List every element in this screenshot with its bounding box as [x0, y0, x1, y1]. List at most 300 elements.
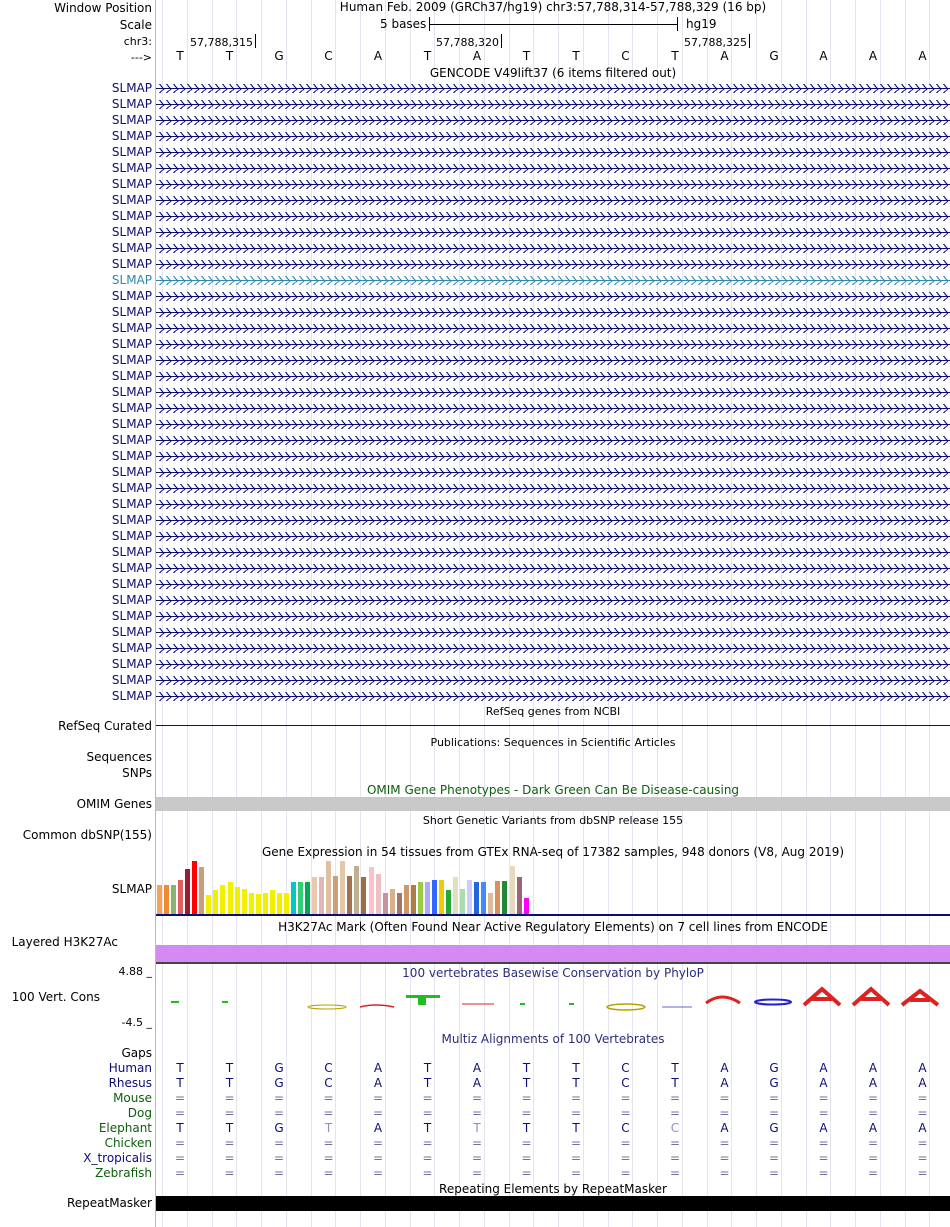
alignment-base: = [224, 1136, 235, 1150]
gencode-transcript-line[interactable] [156, 424, 950, 425]
gencode-gene-label[interactable]: SLMAP [111, 225, 152, 239]
gencode-transcript-line[interactable] [156, 296, 950, 297]
alignment-base: A [720, 1121, 729, 1135]
alignment-base: = [620, 1106, 631, 1120]
alignment-base: = [373, 1151, 384, 1165]
alignment-base: = [868, 1136, 879, 1150]
gencode-transcript-line[interactable] [156, 232, 950, 233]
gencode-transcript-line[interactable] [156, 168, 950, 169]
refseq-track-label[interactable]: RefSeq Curated [58, 719, 152, 733]
alignment-base: = [818, 1106, 829, 1120]
gtex-tissue-bar[interactable] [228, 882, 233, 914]
gencode-transcript-line[interactable] [156, 136, 950, 137]
gencode-transcript-line[interactable] [156, 600, 950, 601]
gtex-gene-label[interactable]: SLMAP [111, 882, 152, 896]
gencode-transcript-line[interactable] [156, 504, 950, 505]
gtex-baseline [156, 914, 950, 916]
gencode-gene-label[interactable]: SLMAP [111, 161, 152, 175]
alignment-base: = [719, 1091, 730, 1105]
gtex-tissue-bar[interactable] [488, 893, 493, 914]
phylop-mark-14 [853, 989, 889, 1005]
alignment-base: A [472, 1061, 482, 1075]
strand-chevrons [158, 484, 948, 493]
assembly-title: Human Feb. 2009 (GRCh37/hg19) chr3:57,788,314-57,788,329 (16 bp) [339, 0, 767, 14]
gtex-tissue-bar[interactable] [199, 867, 204, 914]
gencode-gene-label[interactable]: SLMAP [111, 529, 152, 543]
gencode-gene-label[interactable]: SLMAP [111, 193, 152, 207]
alignment-base: = [175, 1091, 186, 1105]
gencode-gene-label[interactable]: SLMAP [111, 593, 152, 607]
species-label-elephant[interactable]: Elephant [98, 1121, 152, 1135]
conservation-logo[interactable] [156, 985, 950, 1015]
gencode-gene-label[interactable]: SLMAP [111, 81, 152, 95]
alignment-base: T [423, 1061, 432, 1075]
gencode-gene-label[interactable]: SLMAP [111, 609, 152, 623]
alignment-base: A [868, 1121, 878, 1135]
strand-chevrons [158, 564, 948, 573]
alignment-base: = [719, 1151, 730, 1165]
phylop-mark-15 [902, 991, 938, 1005]
alignment-base: T [176, 1076, 184, 1090]
alignment-base: = [818, 1091, 829, 1105]
alignment-base: C [621, 1061, 630, 1075]
strand-chevrons [158, 532, 948, 541]
gencode-transcript-line[interactable] [156, 392, 950, 393]
gtex-tissue-bar[interactable] [354, 866, 359, 914]
alignment-base: = [620, 1166, 631, 1180]
alignment-base: = [769, 1151, 780, 1165]
alignment-base: G [769, 1076, 779, 1090]
alignment-base: G [769, 1061, 779, 1075]
gtex-tissue-bar[interactable] [192, 861, 197, 914]
track-image-column[interactable] [156, 0, 950, 1227]
gencode-gene-label[interactable]: SLMAP [111, 497, 152, 511]
gtex-tissue-bar[interactable] [397, 893, 402, 914]
alignment-base: = [670, 1151, 681, 1165]
gtex-tissue-bar[interactable] [467, 880, 472, 914]
alignment-base: T [176, 1061, 184, 1075]
h3k27ac-track-title: H3K27Ac Mark (Often Found Near Active Regulatory Elements) on 7 cell lines from ENCODE [278, 920, 828, 934]
gtex-tissue-bar[interactable] [390, 889, 395, 914]
strand-chevrons [158, 276, 948, 285]
alignment-base: = [719, 1166, 730, 1180]
gencode-gene-label[interactable]: SLMAP [111, 449, 152, 463]
base-letter: C [621, 49, 630, 63]
gencode-gene-label[interactable]: SLMAP [111, 113, 152, 127]
alignment-base: = [224, 1166, 235, 1180]
alignment-base: = [175, 1106, 186, 1120]
alignment-base: = [917, 1106, 928, 1120]
gencode-gene-label[interactable]: SLMAP [111, 401, 152, 415]
strand-chevrons [158, 660, 948, 669]
gtex-tissue-bar[interactable] [263, 893, 268, 914]
gencode-gene-label[interactable]: SLMAP [111, 465, 152, 479]
position-label-1: 57,788,315 [190, 36, 253, 49]
base-letter: A [868, 49, 878, 63]
gtex-tissue-bar[interactable] [164, 885, 169, 914]
window-position-label: Window Position [54, 1, 152, 15]
track-label-column [0, 0, 155, 1227]
alignment-base: G [769, 1121, 779, 1135]
gtex-tissue-bar[interactable] [333, 876, 338, 914]
refseq-track-title: RefSeq genes from NCBI [485, 705, 621, 718]
gtex-tissue-bar[interactable] [510, 866, 515, 914]
gencode-gene-label[interactable]: SLMAP [111, 97, 152, 111]
gencode-transcript-line[interactable] [156, 696, 950, 697]
phylop-mark-12 [755, 1000, 791, 1005]
gencode-transcript-line[interactable] [156, 104, 950, 105]
alignment-base: = [224, 1106, 235, 1120]
alignment-base: = [323, 1151, 334, 1165]
gencode-gene-label[interactable]: SLMAP [111, 673, 152, 687]
strand-chevrons [158, 548, 948, 557]
h3k27ac-baseline [156, 962, 950, 964]
base-letter: T [176, 49, 184, 63]
alignment-base: = [917, 1091, 928, 1105]
gtex-tissue-bar[interactable] [517, 877, 522, 914]
alignment-base: = [769, 1136, 780, 1150]
gtex-tissue-bar[interactable] [425, 882, 430, 914]
alignment-base: = [521, 1136, 532, 1150]
alignment-base: G [274, 1061, 284, 1075]
gencode-transcript-line[interactable] [156, 472, 950, 473]
alignment-base: = [670, 1106, 681, 1120]
alignment-base: = [571, 1136, 582, 1150]
alignment-base: A [868, 1076, 878, 1090]
gencode-gene-label[interactable]: SLMAP [111, 545, 152, 559]
gtex-tissue-bar[interactable] [369, 867, 374, 914]
base-letter: A [918, 49, 927, 63]
gencode-gene-label[interactable]: SLMAP [111, 625, 152, 639]
gencode-transcript-line[interactable] [156, 264, 950, 265]
gtex-expression-bars[interactable] [156, 857, 556, 914]
gtex-tissue-bar[interactable] [383, 893, 388, 914]
alignment-base: = [571, 1106, 582, 1120]
gtex-tissue-bar[interactable] [347, 876, 352, 914]
gencode-transcript-line[interactable] [156, 648, 950, 649]
gencode-transcript-line[interactable] [156, 568, 950, 569]
strand-chevrons [158, 628, 948, 637]
gencode-transcript-line[interactable] [156, 328, 950, 329]
alignment-base: = [769, 1091, 780, 1105]
strand-chevrons [158, 308, 948, 317]
gencode-gene-label[interactable]: SLMAP [111, 177, 152, 191]
alignment-base: = [274, 1136, 285, 1150]
gencode-gene-label[interactable]: SLMAP [111, 577, 152, 591]
alignment-base: = [868, 1091, 879, 1105]
gtex-tissue-bar[interactable] [411, 885, 416, 914]
gencode-transcript-line[interactable] [156, 120, 950, 121]
strand-label: ---> [130, 51, 152, 64]
gtex-tissue-bar[interactable] [235, 887, 240, 914]
strand-chevrons [158, 452, 948, 461]
gtex-tissue-bar[interactable] [256, 894, 261, 914]
gencode-transcript-line[interactable] [156, 680, 950, 681]
alignment-base: = [917, 1166, 928, 1180]
strand-chevrons [158, 468, 948, 477]
phylop-mark-1 [171, 1001, 179, 1003]
alignment-base: = [422, 1151, 433, 1165]
gtex-tissue-bar[interactable] [481, 882, 486, 914]
gencode-transcript-line[interactable] [156, 632, 950, 633]
alignment-base: = [868, 1166, 879, 1180]
scale-bar [429, 24, 677, 25]
alignment-base: G [274, 1121, 284, 1135]
gtex-tissue-bar[interactable] [404, 885, 409, 914]
gtex-tissue-bar[interactable] [171, 885, 176, 914]
alignment-base: C [324, 1061, 333, 1075]
phylop-mark-7 [520, 1003, 525, 1005]
alignment-base: = [373, 1166, 384, 1180]
species-label-human[interactable]: Human [108, 1061, 152, 1075]
alignment-base: = [274, 1091, 285, 1105]
gencode-gene-label[interactable]: SLMAP [111, 209, 152, 223]
gtex-tissue-bar[interactable] [298, 882, 303, 914]
species-label-dog[interactable]: Dog [127, 1106, 152, 1120]
alignment-base: A [868, 1061, 878, 1075]
gencode-gene-label[interactable]: SLMAP [111, 273, 152, 287]
alignment-base: = [917, 1136, 928, 1150]
strand-chevrons [158, 692, 948, 701]
alignment-base: = [472, 1151, 483, 1165]
alignment-base: A [720, 1061, 729, 1075]
conservation-min-label: -4.5 _ [121, 1016, 152, 1029]
species-label-mouse[interactable]: Mouse [113, 1091, 152, 1105]
omim-track-label[interactable]: OMIM Genes [76, 797, 152, 811]
alignment-base: C [621, 1076, 630, 1090]
alignment-base: T [324, 1121, 333, 1135]
h3k27ac-track-label[interactable]: Layered H3K27Ac [11, 935, 118, 949]
alignment-base: A [819, 1061, 828, 1075]
gencode-gene-label[interactable]: SLMAP [111, 145, 152, 159]
conservation-max-label: 4.88 _ [118, 965, 152, 978]
repeatmasker-track-title: Repeating Elements by RepeatMasker [439, 1182, 667, 1196]
gtex-tissue-bar[interactable] [206, 895, 211, 914]
gencode-gene-label[interactable]: SLMAP [111, 129, 152, 143]
gencode-transcript-line[interactable] [156, 664, 950, 665]
gtex-tissue-bar[interactable] [453, 877, 458, 914]
strand-chevrons [158, 180, 948, 189]
gencode-transcript-line[interactable] [156, 440, 950, 441]
strand-chevrons [158, 116, 948, 125]
gencode-transcript-line[interactable] [156, 520, 950, 521]
gencode-gene-label[interactable]: SLMAP [111, 321, 152, 335]
omim-phenotype-bar[interactable] [156, 797, 950, 811]
gencode-transcript-line[interactable] [156, 216, 950, 217]
gencode-transcript-line[interactable] [156, 456, 950, 457]
alignment-base: = [373, 1106, 384, 1120]
alignment-base: A [918, 1121, 927, 1135]
phylop-mark-9 [607, 1004, 645, 1010]
alignment-base: = [472, 1091, 483, 1105]
alignment-base: = [422, 1091, 433, 1105]
gencode-gene-label[interactable]: SLMAP [111, 257, 152, 271]
gencode-transcript-line[interactable] [156, 536, 950, 537]
strand-chevrons [158, 436, 948, 445]
position-tick-2 [501, 34, 502, 48]
base-letter: G [769, 49, 779, 63]
gencode-transcript-line[interactable] [156, 152, 950, 153]
alignment-base: = [422, 1166, 433, 1180]
alignment-base: A [918, 1076, 927, 1090]
gencode-gene-label[interactable]: SLMAP [111, 337, 152, 351]
publications-sequences-label[interactable]: Sequences [86, 750, 152, 764]
gtex-tissue-bar[interactable] [439, 880, 444, 914]
gtex-tissue-bar[interactable] [524, 898, 529, 914]
alignment-base: = [719, 1106, 730, 1120]
gencode-transcript-line[interactable] [156, 584, 950, 585]
alignment-base: = [323, 1091, 334, 1105]
alignment-base: A [918, 1061, 927, 1075]
species-label-zebrafish[interactable]: Zebrafish [95, 1166, 152, 1180]
gencode-transcript-line[interactable] [156, 184, 950, 185]
gencode-gene-label[interactable]: SLMAP [111, 513, 152, 527]
alignment-base: = [472, 1136, 483, 1150]
gencode-transcript-line[interactable] [156, 376, 950, 377]
gencode-gene-label[interactable]: SLMAP [111, 641, 152, 655]
gtex-tissue-bar[interactable] [157, 885, 162, 914]
alignment-base: T [225, 1061, 234, 1075]
gencode-transcript-line[interactable] [156, 408, 950, 409]
alignment-base: T [423, 1121, 432, 1135]
gencode-transcript-line[interactable] [156, 360, 950, 361]
gtex-tissue-bar[interactable] [178, 880, 183, 914]
gencode-transcript-line[interactable] [156, 344, 950, 345]
gencode-transcript-line[interactable] [156, 200, 950, 201]
gtex-tissue-bar[interactable] [502, 881, 507, 914]
gencode-gene-label[interactable]: SLMAP [111, 305, 152, 319]
gtex-tissue-bar[interactable] [418, 882, 423, 914]
repeatmasker-track-label[interactable]: RepeatMasker [66, 1196, 152, 1210]
gtex-tissue-bar[interactable] [270, 890, 275, 914]
alignment-base: = [422, 1136, 433, 1150]
gencode-transcript-line[interactable] [156, 552, 950, 553]
strand-chevrons [158, 84, 948, 93]
conservation-track-label[interactable]: 100 Vert. Cons [11, 990, 100, 1004]
gencode-gene-label[interactable]: SLMAP [111, 241, 152, 255]
multiz-gaps-label: Gaps [121, 1046, 152, 1060]
strand-chevrons [158, 260, 948, 269]
gtex-tissue-bar[interactable] [249, 893, 254, 914]
gencode-transcript-line[interactable] [156, 248, 950, 249]
position-tick-3 [749, 34, 750, 48]
gtex-tissue-bar[interactable] [495, 881, 500, 914]
alignment-base: = [521, 1151, 532, 1165]
gencode-transcript-line[interactable] [156, 280, 950, 281]
gencode-gene-label[interactable]: SLMAP [111, 353, 152, 367]
strand-chevrons [158, 676, 948, 685]
gtex-tissue-bar[interactable] [460, 889, 465, 914]
alignment-base: = [917, 1151, 928, 1165]
alignment-base: C [324, 1076, 333, 1090]
alignment-base: A [373, 1076, 383, 1090]
gencode-gene-label[interactable]: SLMAP [111, 369, 152, 383]
alignment-base: T [572, 1076, 580, 1090]
base-letter: A [472, 49, 482, 63]
strand-chevrons [158, 340, 948, 349]
gtex-tissue-bar[interactable] [185, 869, 190, 914]
dbsnp-track-label[interactable]: Common dbSNP(155) [22, 828, 152, 842]
gtex-tissue-bar[interactable] [277, 893, 282, 914]
alignment-base: A [720, 1076, 729, 1090]
gtex-tissue-bar[interactable] [213, 890, 218, 914]
strand-chevrons [158, 580, 948, 589]
publications-track-title: Publications: Sequences in Scientific Articles [430, 736, 676, 749]
gencode-transcript-line[interactable] [156, 312, 950, 313]
position-label-2: 57,788,320 [436, 36, 499, 49]
alignment-base: A [373, 1121, 383, 1135]
dbsnp-track-title: Short Genetic Variants from dbSNP release 155 [422, 814, 684, 827]
strand-chevrons [158, 196, 948, 205]
species-label-x_tropicalis[interactable]: X_tropicalis [83, 1151, 152, 1165]
phylop-mark-3 [308, 1005, 346, 1009]
gtex-tissue-bar[interactable] [220, 885, 225, 914]
alignment-base: = [818, 1151, 829, 1165]
gencode-gene-label[interactable]: SLMAP [111, 689, 152, 703]
gtex-tissue-bar[interactable] [242, 889, 247, 914]
gtex-tissue-bar[interactable] [446, 890, 451, 914]
publications-snps-label[interactable]: SNPs [122, 766, 152, 780]
refseq-gene-line[interactable] [156, 725, 950, 726]
repeatmasker-element-bar[interactable] [156, 1196, 950, 1211]
alignment-base: = [323, 1106, 334, 1120]
conservation-marks [171, 989, 938, 1010]
strand-chevrons [158, 228, 948, 237]
gtex-tissue-bar[interactable] [284, 893, 289, 914]
gencode-gene-label[interactable]: SLMAP [111, 417, 152, 431]
species-label-rhesus[interactable]: Rhesus [108, 1076, 152, 1090]
gtex-tissue-bar[interactable] [305, 882, 310, 914]
gencode-transcript-line[interactable] [156, 616, 950, 617]
alignment-base: T [522, 1076, 531, 1090]
gtex-tissue-bar[interactable] [312, 877, 317, 914]
alignment-base: = [670, 1136, 681, 1150]
alignment-base: T [671, 1076, 679, 1090]
h3k27ac-signal[interactable] [156, 945, 950, 962]
conservation-track-title: 100 vertebrates Basewise Conservation by PhyloP [402, 966, 704, 980]
gtex-tissue-bar[interactable] [291, 882, 296, 914]
gencode-gene-label[interactable]: SLMAP [111, 657, 152, 671]
phylop-mark-8 [569, 1003, 574, 1005]
gencode-gene-label[interactable]: SLMAP [111, 481, 152, 495]
gencode-transcript-line[interactable] [156, 88, 950, 89]
gencode-transcript-line[interactable] [156, 488, 950, 489]
phylop-mark-5b [418, 997, 426, 1005]
gtex-tissue-bar[interactable] [432, 880, 437, 914]
species-label-chicken[interactable]: Chicken [104, 1136, 152, 1150]
alignment-base: = [571, 1151, 582, 1165]
gtex-tissue-bar[interactable] [474, 882, 479, 914]
scale-bar-left-tick [429, 17, 430, 31]
alignment-base: = [719, 1136, 730, 1150]
gtex-tissue-bar[interactable] [319, 877, 324, 914]
alignment-base: = [521, 1166, 532, 1180]
gencode-gene-label[interactable]: SLMAP [111, 561, 152, 575]
alignment-base: C [621, 1121, 630, 1135]
alignment-base: = [818, 1166, 829, 1180]
alignment-base: = [868, 1106, 879, 1120]
gencode-gene-label[interactable]: SLMAP [111, 433, 152, 447]
gtex-tissue-bar[interactable] [340, 861, 345, 914]
gtex-tissue-bar[interactable] [376, 874, 381, 914]
gencode-gene-label[interactable]: SLMAP [111, 289, 152, 303]
alignment-base: = [175, 1136, 186, 1150]
gtex-tissue-bar[interactable] [326, 861, 331, 914]
alignment-base: T [473, 1121, 481, 1135]
gtex-track-title: Gene Expression in 54 tissues from GTEx RNA-seq of 17382 samples, 948 donors (V8, Aug 2019) [261, 845, 845, 859]
gtex-tissue-bar[interactable] [361, 877, 366, 914]
gencode-gene-label[interactable]: SLMAP [111, 385, 152, 399]
